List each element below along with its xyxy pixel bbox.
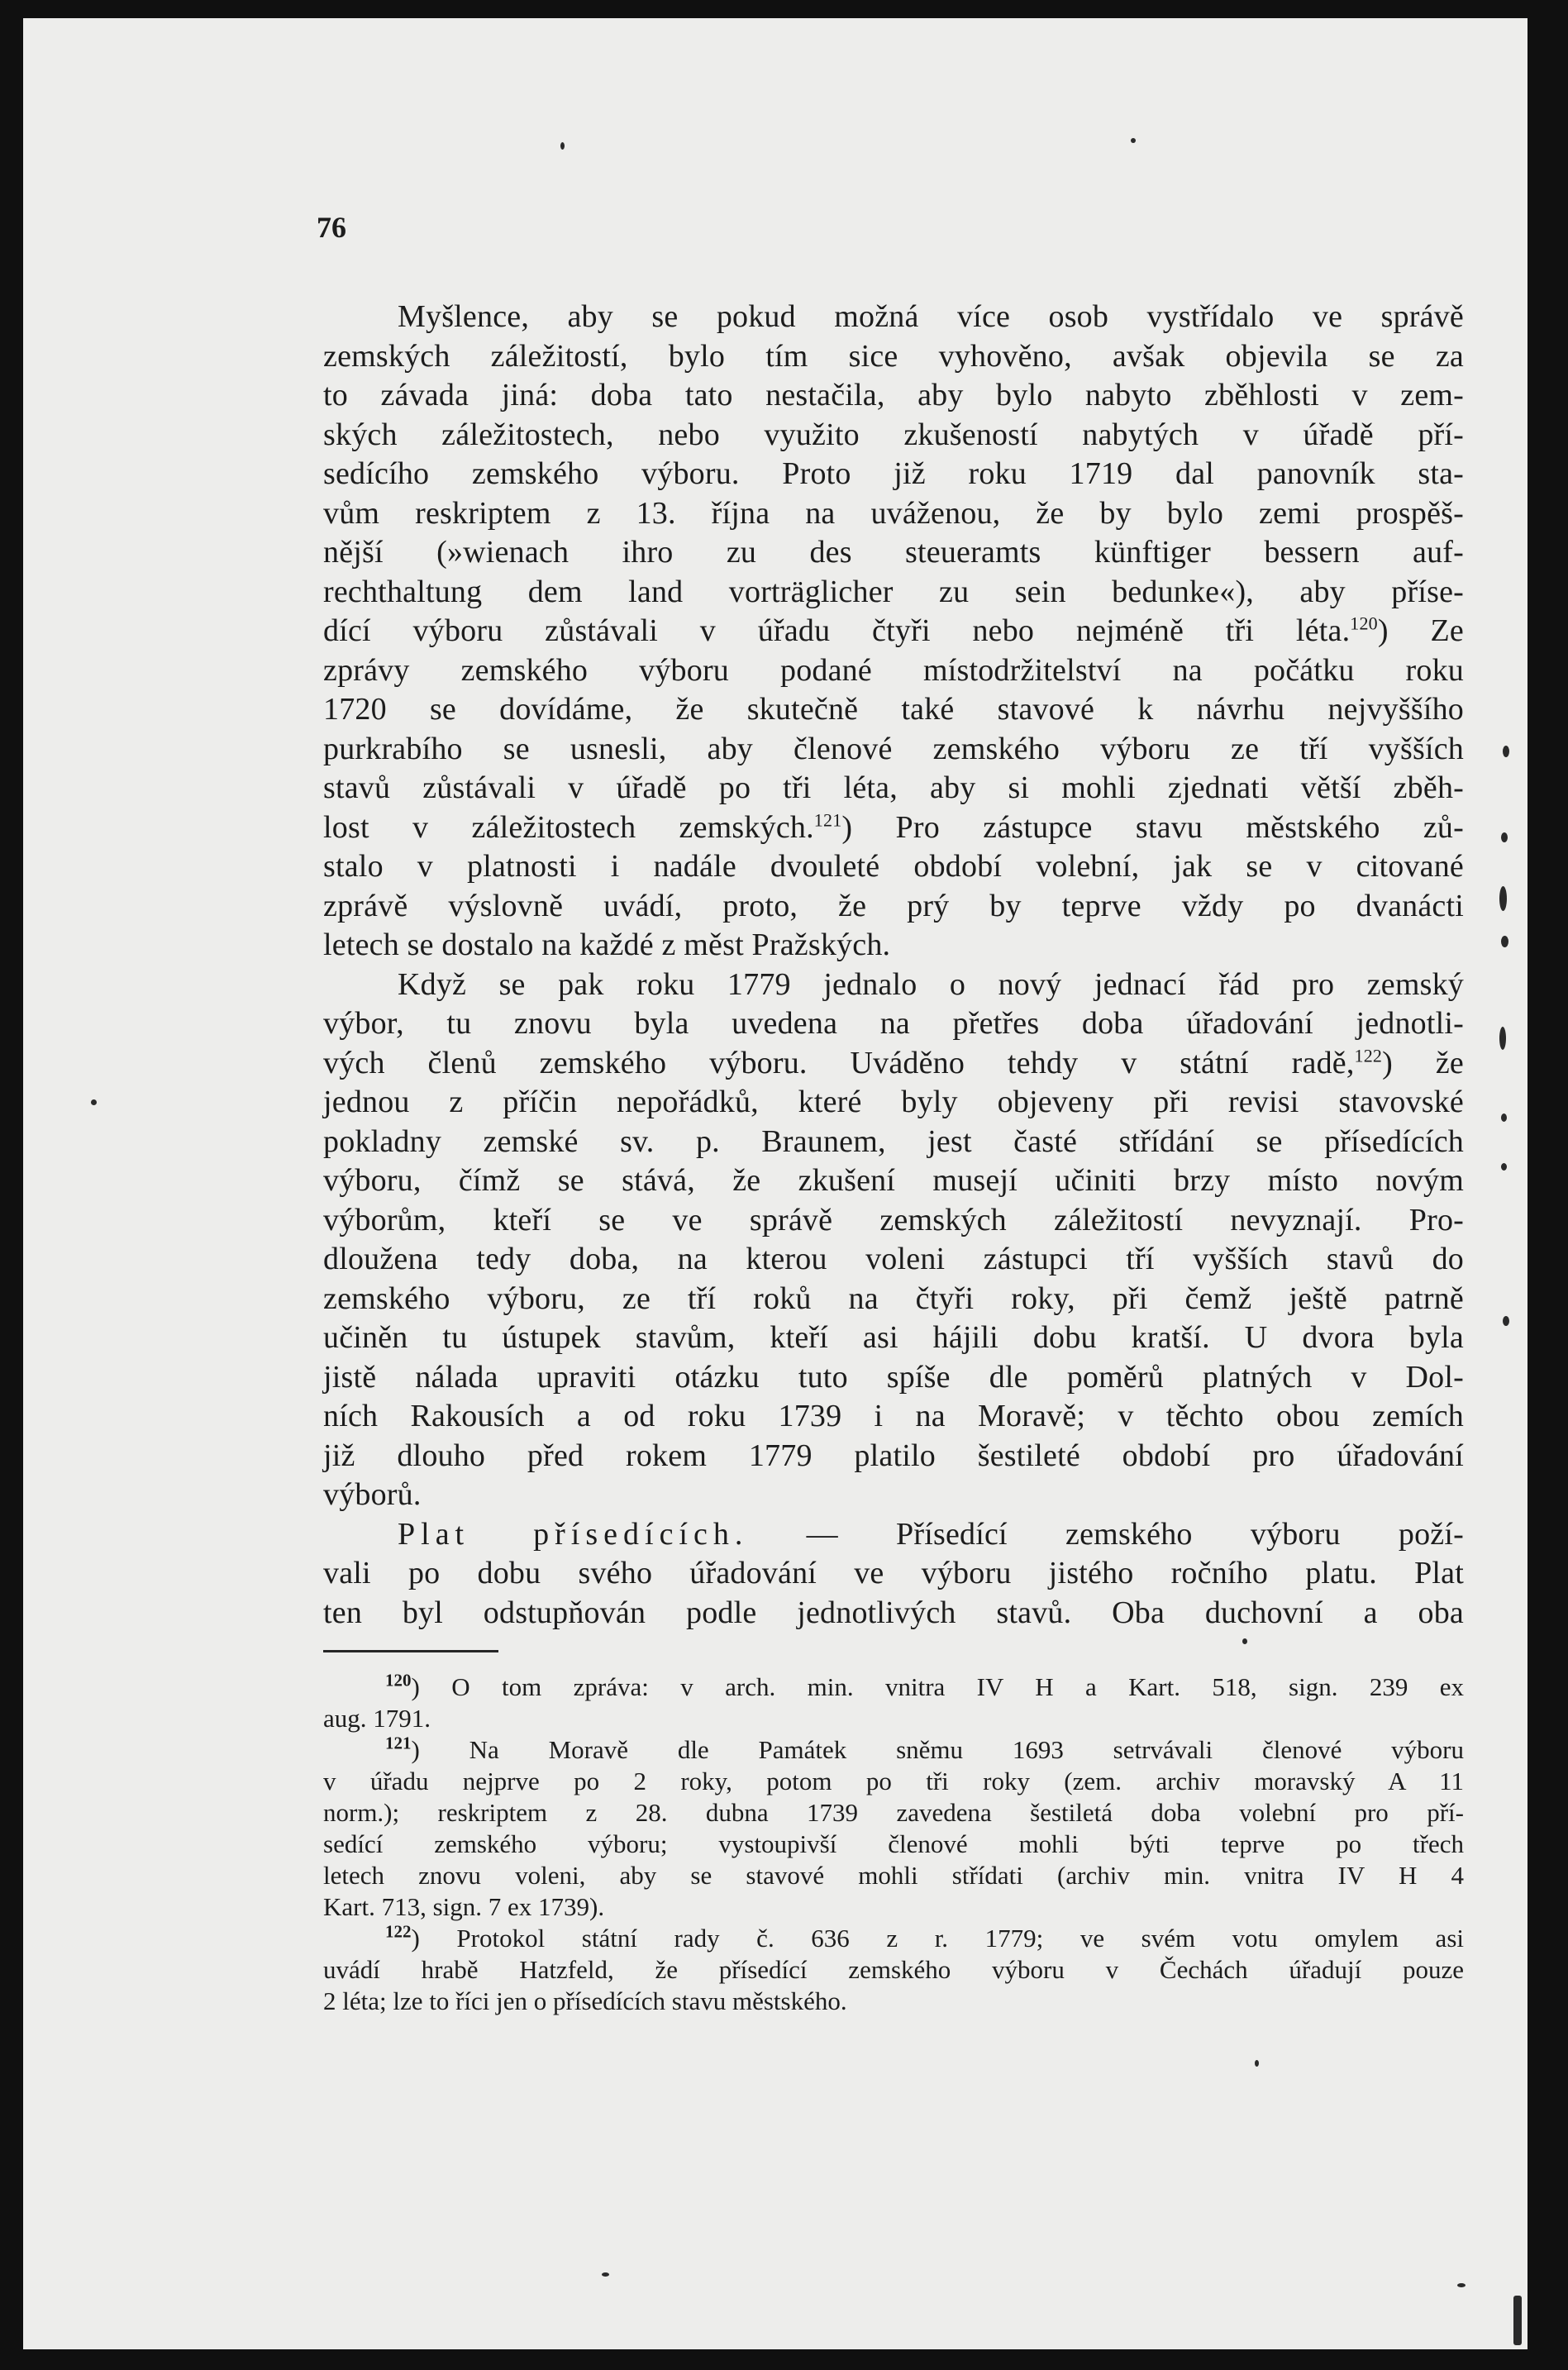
ink-speck xyxy=(1513,2296,1522,2345)
text-line xyxy=(323,612,1464,651)
text-line: výborů. xyxy=(323,1477,422,1512)
text-segment: ) že xyxy=(1382,1045,1464,1080)
text-line xyxy=(323,1044,1464,1084)
text-line: ten byl odstupňován podle jednotlivých stavů. Oba duchovní a oba xyxy=(323,1595,1464,1630)
text-line: jednou z příčin nepořádků, které byly objeveny při revisi stavovské xyxy=(323,1085,1464,1119)
footnote-line: aug. 1791. xyxy=(323,1704,431,1733)
footnotes xyxy=(323,1671,1464,2017)
ink-speck xyxy=(1457,2283,1466,2287)
footnote-line: 2 léta; lze to říci jen o přísedících stavu městského. xyxy=(323,1986,847,2015)
text-segment: dící výboru zůstávali v úřadu čtyři nebo nejméně tři léta. xyxy=(323,613,1351,648)
ink-speck xyxy=(560,142,565,150)
footnote-mark: 121 xyxy=(385,1733,412,1753)
text-line: letech se dostalo na každé z měst Pražských. xyxy=(323,927,891,962)
text-line: sedícího zemského výboru. Proto již roku 1719 dal panovník sta- xyxy=(323,456,1464,491)
text-line: ních Rakousích a od roku 1739 i na Moravě; v těchto obou zemích xyxy=(323,1399,1464,1433)
text-segment: vých členů zemského výboru. Uváděno tehdy v státní radě, xyxy=(323,1045,1355,1080)
footnote-text: ) Na Moravě dle Památek sněmu 1693 setrvávali členové výboru xyxy=(411,1735,1464,1764)
text-line: to závada jiná: doba tato nestačila, aby bylo nabyto zběhlosti v zem- xyxy=(323,378,1464,412)
body-text xyxy=(323,298,1464,1633)
text-line: vali po dobu svého úřadování ve výboru jistého ročního platu. Plat xyxy=(323,1556,1464,1590)
text-line: rechthaltung dem land vorträglicher zu sein bedunke«), aby příse- xyxy=(323,574,1464,609)
text-line: stalo v platnosti i nadále dvouleté období volební, jak se v citované xyxy=(323,849,1464,884)
text-line xyxy=(323,1515,1464,1555)
text-line: 1720 se dovídáme, že skutečně také stavové k návrhu nejvyššího xyxy=(323,692,1464,727)
footnote-line: sedící zemského výboru; vystoupivší členové mohli býti teprve po třech xyxy=(323,1829,1464,1858)
text-line: Když se pak roku 1779 jednalo o nový jednací řád pro zemský xyxy=(398,966,1464,1002)
text-line: pokladny zemské sv. p. Braunem, jest časté střídání se přísedících xyxy=(323,1123,1464,1159)
footnote-mark: 120 xyxy=(385,1670,412,1690)
text-segment: ) Pro zástupce stavu městského zů- xyxy=(841,809,1464,845)
ink-speck xyxy=(1131,138,1136,143)
section-heading: Plat přísedících. xyxy=(398,1516,749,1552)
ink-speck xyxy=(1503,1316,1509,1326)
text-line: purkrabího se usnesli, aby členové zemského výboru ze tří vyšších xyxy=(323,731,1464,766)
footnote-ref-122: 122 xyxy=(1354,1044,1383,1066)
text-line: nější (»wienach ihro zu des steueramts künftiger bessern auf- xyxy=(323,535,1464,570)
text-line: již dlouho před rokem 1779 platilo šestileté období pro úřadování xyxy=(323,1438,1464,1473)
text-line: zprávě výslovně uvádí, proto, že prý by teprve vždy po dvanácti xyxy=(323,888,1464,923)
document-page xyxy=(23,18,1527,2349)
footnote-mark: 122 xyxy=(385,1921,412,1942)
ink-speck xyxy=(1501,1113,1507,1122)
ink-speck xyxy=(1501,936,1508,947)
footnote-divider xyxy=(323,1650,498,1652)
ink-speck xyxy=(602,2272,609,2277)
text-line: vům reskriptem z 13. října na uváženou, že by bylo zemi prospěš- xyxy=(323,495,1464,531)
footnote-ref-121: 121 xyxy=(813,808,842,830)
text-line: zemského výboru, ze tří roků na čtyři roky, při čemž ještě patrně xyxy=(323,1280,1464,1316)
text-line: Myšlence, aby se pokud možná více osob vystřídalo ve správě xyxy=(398,299,1464,334)
footnote-120 xyxy=(323,1671,1464,1703)
ink-speck xyxy=(1501,1163,1507,1171)
ink-speck xyxy=(1499,1027,1506,1050)
footnote-line: v úřadu nejprve po 2 roky, potom po tři roky (zem. archiv moravský A 11 xyxy=(323,1767,1464,1795)
text-line: zprávy zemského výboru podané místodržitelství na počátku roku xyxy=(323,652,1464,688)
footnote-122 xyxy=(323,1923,1464,1954)
ink-speck xyxy=(1501,832,1508,842)
footnote-line: Kart. 713, sign. 7 ex 1739). xyxy=(323,1892,605,1921)
text-line: zemských záležitostí, bylo tím sice vyhověno, avšak objevila se za xyxy=(323,338,1464,374)
footnote-text: ) O tom zpráva: v arch. min. vnitra IV H a Kart. 518, sign. 239 ex xyxy=(411,1672,1464,1701)
footnote-line: norm.); reskriptem z 28. dubna 1739 zavedena šestiletá doba volební pro pří- xyxy=(323,1798,1464,1827)
ink-speck xyxy=(1255,2060,1259,2067)
footnote-ref-120: 120 xyxy=(1350,613,1378,634)
ink-speck xyxy=(1242,1638,1247,1644)
footnote-line: letech znovu voleni, aby se stavové mohli střídati (archiv min. vnitra IV H 4 xyxy=(323,1861,1464,1890)
text-line: výboru, čímž se stává, že zkušení musejí učiniti brzy místo novým xyxy=(323,1163,1464,1198)
text-line: stavů zůstávali v úřadě po tři léta, aby si mohli zjednati větší zběh- xyxy=(323,770,1464,805)
text-segment: lost v záležitostech zemských. xyxy=(323,809,814,845)
page-number: 76 xyxy=(317,211,346,244)
footnote-121 xyxy=(323,1734,1464,1766)
text-line: dloužena tedy doba, na kterou voleni zástupci tří vyšších stavů do xyxy=(323,1242,1464,1276)
text-segment: — Přísedící zemského výboru poží- xyxy=(748,1516,1464,1552)
ink-speck xyxy=(1499,886,1507,911)
ink-speck xyxy=(91,1099,97,1105)
text-segment: ) Ze xyxy=(1377,613,1464,648)
text-line: učiněn tu ústupek stavům, kteří asi hájili dobu kratší. U dvora byla xyxy=(323,1320,1464,1355)
text-line: jistě nálada upraviti otázku tuto spíše dle poměrů platných v Dol- xyxy=(323,1359,1464,1395)
text-line: výborům, kteří se ve správě zemských záležitostí nevyznají. Pro- xyxy=(323,1202,1464,1237)
footnote-line: uvádí hrabě Hatzfeld, že přísedící zemského výboru v Čechách úřadují pouze xyxy=(323,1955,1464,1984)
ink-speck xyxy=(1503,746,1509,757)
text-line: výbor, tu znovu byla uvedena na přetřes doba úřadování jednotli- xyxy=(323,1006,1464,1041)
text-line xyxy=(323,808,1464,848)
footnote-text: ) Protokol státní rady č. 636 z r. 1779; ve svém votu omylem asi xyxy=(411,1924,1464,1953)
text-line: ských záležitostech, nebo využito zkušeností nabytých v úřadě pří- xyxy=(323,417,1464,452)
